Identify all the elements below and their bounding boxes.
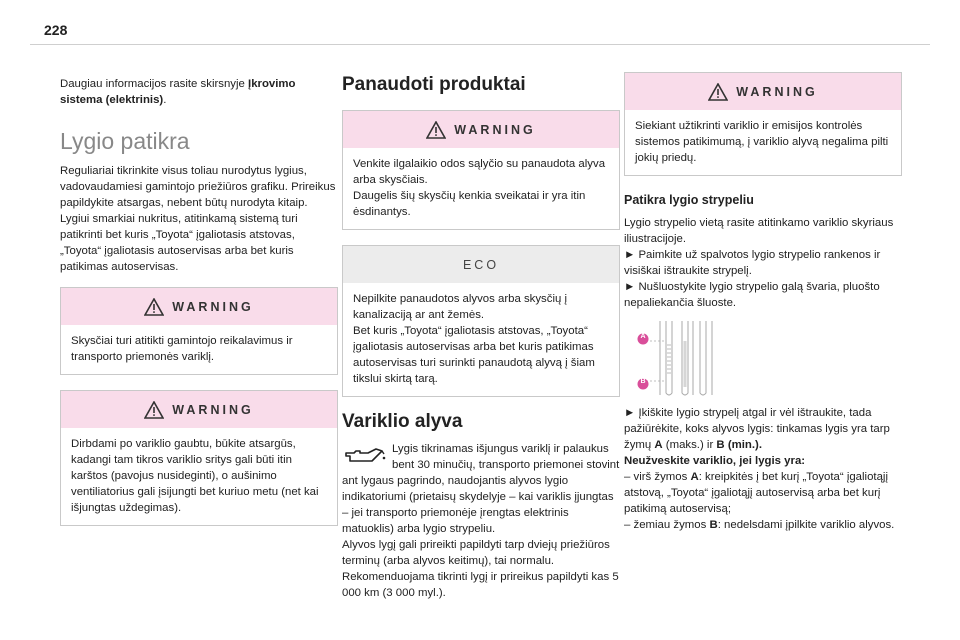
warning-text-1: Venkite ilgalaikio odos sąlyčio su panaudota alyva arba skysčiais. — [353, 158, 606, 186]
above-a-post: : kreipkitės į bet kurį „Toyota“ įgaliotąjį atstovą, „Toyota“ įgaliotąjį autoservisą arba bet kurį patikimą autoservisą; — [624, 471, 888, 515]
eco-header — [343, 246, 619, 283]
mark-a: A — [690, 471, 699, 483]
eco-text-2: Bet kuris „Toyota“ įgaliotasis atstovas, „Toyota“ įgaliotasis autoservisas arba bet kuris patikimas autoservisas turi surinkti panaudotą alyvą į šiam tikslui skirtą tarą. — [353, 325, 595, 385]
body-paragraph-2: Lygiui smarkiai nukritus, atitinkamą sistemą turi patikrinti bet kuris „Toyota“ įgaliotasis atstovas, „Toyota“ įgaliotasis autoservisas arba bet kuris patikimas autoservisas. — [60, 213, 298, 273]
warning-header — [61, 288, 337, 325]
column-middle — [342, 64, 620, 601]
intro-paragraph — [60, 76, 338, 108]
section-heading-engine-oil: Variklio alyva — [342, 411, 463, 432]
warning-title: WARNING — [454, 122, 536, 137]
warning-title: WARNING — [172, 299, 254, 314]
warning-text: Skysčiai turi atitikti gamintojo reikalavimus ir transporto priemonės variklį. — [71, 335, 293, 363]
warning-header — [61, 391, 337, 428]
warning-triangle-icon — [144, 298, 164, 316]
header-divider — [30, 44, 930, 45]
oil-paragraph-1: Lygis tikrinamas išjungus variklį ir palaukus bent 30 minučių, transporto priemonei stovint ant lygaus pagrindo, naudojantis alyvos lygio indikatoriumi (prietaisų skydelyje – kai variklis įjungtas – jei transporto priemonėje įrengtas elektrinis matuoklis) arba lygio strypeliu. — [342, 443, 620, 535]
dipstick-diagram — [624, 321, 902, 397]
warning-box-fluids — [60, 287, 338, 375]
warning-box-engine-hot — [60, 390, 338, 526]
section-heading-level-check: Lygio patikra — [60, 128, 190, 154]
intro-text: Daugiau informacijos rasite skirsnyje — [60, 78, 249, 90]
dipstick-illustration — [636, 321, 736, 397]
warning-header — [625, 73, 901, 110]
above-a-item — [624, 469, 902, 517]
warning-box-skin-contact — [342, 110, 620, 230]
warning-header — [343, 111, 619, 148]
dip-check-text: ► Įkiškite lygio strypelį atgal ir vėl ištraukite, tada pažiūrėkite, koks alyvos lygis: tinkamas lygis yra tarp žymų — [624, 407, 890, 451]
dip-paragraph-2: ► Paimkite už spalvotos lygio strypelio rankenos ir visiškai ištraukite strypelį. — [624, 249, 881, 277]
warning-text: Dirbdami po variklio gaubtu, būkite atsargūs, kadangi tam tikros variklio sritys gali būti itin karštos (pavojus nusideginti), o aušinimo ventiliatorius gali įsijungti bet kuriuo metu (net kai išjungtas uždegimas). — [71, 438, 319, 514]
oil-can-icon — [342, 443, 386, 469]
oil-paragraph-2: Alyvos lygį gali prireikti papildyti tarp dviejų priežiūros terminų (arba alyvos keitimų), tai normalu. Rekomenduojama tikrinti lygį ir prireikus papildyti kas 5 000 km (3 000 myl.). — [342, 539, 619, 599]
below-b-post: : nedelsdami įpilkite variklio alyvos. — [717, 519, 895, 531]
do-not-start-heading: Neužveskite variklio, jei lygis yra: — [624, 455, 806, 467]
eco-box — [342, 245, 620, 397]
warning-box-additives — [624, 72, 902, 176]
warning-triangle-icon — [708, 83, 728, 101]
warning-text: Siekiant užtikrinti variklio ir emisijos kontrolės sistemos patikimumą, į variklio alyvą negalima pilti jokių priedų. — [635, 120, 889, 164]
marker-b-label: B — [640, 378, 646, 385]
section-heading-dipstick: Patikra lygio strypeliu — [624, 193, 754, 207]
eco-text-1: Nepilkite panaudotos alyvos arba skysčių į kanalizaciją ar ant žemės. — [353, 293, 568, 321]
body-paragraph-1: Reguliariai tikrinkite visus toliau nurodytus lygius, vadovaudamiesi gamintojo priežiūros grafiku. Prireikus papildykite atsargas, nebent būtų nurodyta kitaip. — [60, 165, 336, 209]
mark-a: A — [654, 439, 663, 451]
column-right — [624, 64, 902, 533]
dip-paragraph-1: Lygio strypelio vietą rasite atitinkamo variklio skyriaus iliustracijoje. — [624, 217, 894, 245]
eco-title: ECO — [462, 257, 500, 272]
warning-triangle-icon — [144, 401, 164, 419]
mark-b: B (min.). — [716, 439, 762, 451]
dip-check-paragraph — [624, 405, 902, 453]
marker-a-label: A — [640, 333, 646, 340]
below-b-item — [624, 517, 902, 533]
below-b-pre: – žemiau žymos — [624, 519, 710, 531]
section-heading-used-products: Panaudoti produktai — [342, 74, 526, 95]
intro-link-text: Įkrovimo sistema (elektrinis) — [60, 78, 296, 106]
column-left — [60, 64, 338, 526]
dip-check-mid: (maks.) ir — [662, 439, 717, 451]
dip-paragraph-3: ► Nušluostykite lygio strypelio galą švaria, pluošto nepaliekančia šluoste. — [624, 281, 880, 309]
above-a-pre: – virš žymos — [624, 471, 691, 483]
warning-triangle-icon — [426, 121, 446, 139]
warning-title: WARNING — [736, 84, 818, 99]
warning-title: WARNING — [172, 402, 254, 417]
page-number: 228 — [44, 22, 68, 38]
warning-text-2: Daugelis šių skysčių kenkia sveikatai ir yra itin ėsdinantys. — [353, 190, 586, 218]
mark-b: B — [709, 519, 718, 531]
intro-end: . — [163, 94, 167, 106]
